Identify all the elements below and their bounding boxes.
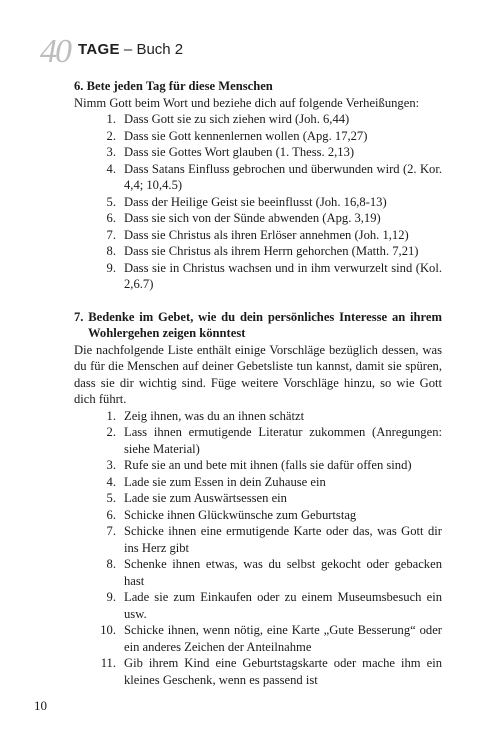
list-item-text: Schicke ihnen Glückwünsche zum Geburtstag <box>124 507 357 522</box>
list-item <box>74 490 442 507</box>
book-title-bold: TAGE <box>78 41 120 58</box>
list-item <box>74 474 442 491</box>
list-item <box>74 589 442 622</box>
list-item <box>74 144 442 161</box>
list-item <box>74 655 442 688</box>
list-item-text: Dass sie Christus als ihrem Herrn gehorchen (Matth. 7,21) <box>124 244 419 258</box>
list-item <box>74 523 442 556</box>
list-item-text: Schicke ihnen eine ermutigende Karte oder das, was Gott dir ins Herz gibt <box>124 524 442 555</box>
section-6-heading: 6. Bete jeden Tag für diese Menschen <box>74 79 273 93</box>
list-item-text: Dass der Heilige Geist sie beeinflusst (Joh. 16,8-13) <box>124 194 387 209</box>
list-item-text: Lass ihnen ermutigende Literatur zukommen (Anregungen: siehe Material) <box>124 425 442 456</box>
list-item-text: Lade sie zum Einkaufen oder zu einem Museumsbesuch ein usw. <box>124 590 442 621</box>
running-header <box>40 35 440 75</box>
section-6-intro: Nimm Gott beim Wort und beziehe dich auf folgende Verheißungen: <box>74 95 420 110</box>
list-item <box>74 194 442 211</box>
list-item-text: Dass Satans Einfluss gebrochen und überwunden wird (2. Kor. 4,4; 10,4.5) <box>124 161 442 192</box>
list-item-number: 4. <box>106 161 116 176</box>
list-item-number: 8. <box>106 557 116 571</box>
list-item-number: 7. <box>106 227 116 242</box>
list-item <box>74 227 442 244</box>
list-item-number: 2. <box>106 425 116 439</box>
list-item-number: 9. <box>106 260 116 275</box>
suggestion-list <box>74 408 442 689</box>
list-item-text: Dass Gott sie zu sich ziehen wird (Joh. 6,44) <box>124 112 350 126</box>
list-item-text: Lade sie zum Auswärtsessen ein <box>124 491 287 505</box>
list-item <box>74 260 442 293</box>
page-number: 10 <box>34 698 47 713</box>
list-item-number: 1. <box>106 408 116 423</box>
section-7-heading: 7. Bedenke im Gebet, wie du dein persönliches Interesse an ihrem Wohlergehen zeigen könntest <box>74 309 442 340</box>
list-item-number: 9. <box>106 590 116 604</box>
list-item-number: 7. <box>106 524 116 538</box>
list-item-number: 11. <box>100 656 116 670</box>
list-item-text: Dass sie Gott kennenlernen wollen (Apg. 17,27) <box>124 128 368 143</box>
list-item-text: Dass sie in Christus wachsen und in ihm verwurzelt sind (Kol. 2,6.7) <box>124 260 442 291</box>
list-item <box>74 556 442 589</box>
list-item-text: Dass sie Christus als ihren Erlöser annehmen (Joh. 1,12) <box>124 227 409 242</box>
section-7-intro: Die nachfolgende Liste enthält einige Vorschläge bezüglich dessen, was du für die Menschen auf deiner Gebetsliste tun kannst, damit sie spüren, dass sie dir wichtig sind. Füge weitere Vorschläge hinzu, so wie Gott dich führt. <box>74 342 442 406</box>
list-item <box>74 128 442 145</box>
chapter-number: 40 <box>40 33 70 70</box>
list-item-number: 2. <box>106 128 116 143</box>
list-item-number: 5. <box>106 194 116 209</box>
list-item-number: 6. <box>106 211 116 225</box>
list-item <box>74 161 442 194</box>
list-item-number: 5. <box>106 491 116 505</box>
list-item <box>74 622 442 655</box>
list-item <box>74 457 442 474</box>
book-title <box>78 41 183 59</box>
list-item <box>74 243 442 260</box>
list-item-text: Zeig ihnen, was du an ihnen schätzt <box>124 408 305 423</box>
list-item-text: Dass sie sich von der Sünde abwenden (Apg. 3,19) <box>124 211 381 225</box>
list-item <box>74 111 442 128</box>
list-item-text: Schicke ihnen, wenn nötig, eine Karte „Gute Besserung“ oder ein anderes Zeichen der Anteilnahme <box>124 623 442 654</box>
list-item-number: 3. <box>106 145 116 159</box>
list-item-text: Lade sie zum Essen in dein Zuhause ein <box>124 474 326 489</box>
list-item <box>74 210 442 227</box>
list-item <box>74 408 442 425</box>
book-title-rest: – Buch 2 <box>119 41 184 58</box>
list-item-text: Dass sie Gottes Wort glauben (1. Thess. 2,13) <box>124 145 355 159</box>
list-item-number: 3. <box>106 458 116 472</box>
list-item-number: 10. <box>100 623 116 637</box>
list-item-number: 8. <box>106 244 116 258</box>
promise-list <box>74 111 442 293</box>
page-content <box>74 78 442 688</box>
list-item <box>74 424 442 457</box>
list-item-text: Rufe sie an und bete mit ihnen (falls sie dafür offen sind) <box>124 458 412 472</box>
list-item-text: Schenke ihnen etwas, was du selbst gekocht oder gebacken hast <box>124 557 442 588</box>
list-item-text: Gib ihrem Kind eine Geburtstagskarte oder mache ihm ein kleines Geschenk, wenn es passend ist <box>124 656 442 687</box>
list-item-number: 1. <box>106 112 116 126</box>
list-item <box>74 507 442 524</box>
list-item-number: 4. <box>106 474 116 489</box>
list-item-number: 6. <box>106 507 116 522</box>
